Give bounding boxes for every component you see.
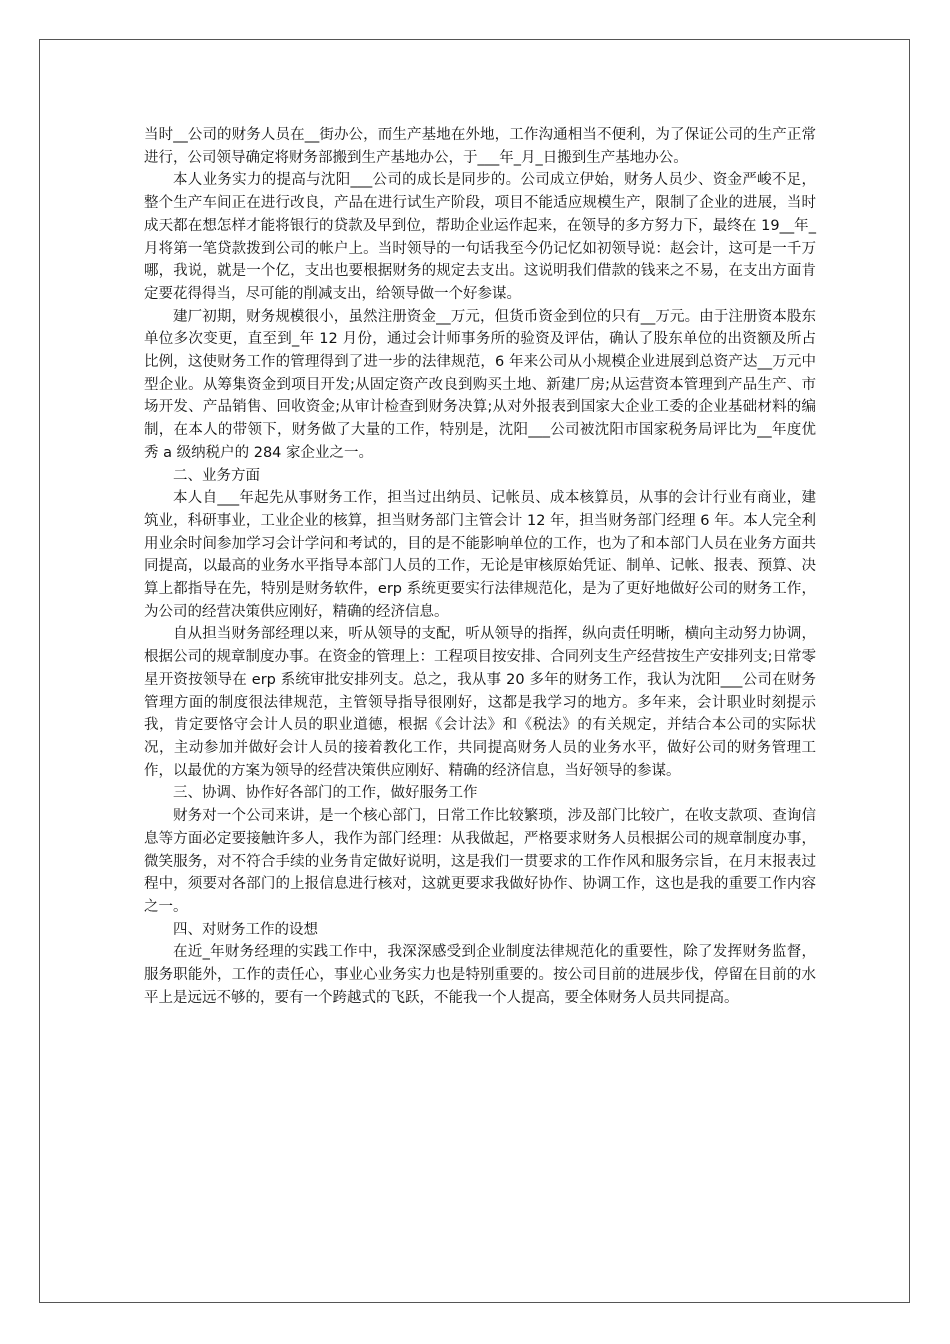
paragraph-early-construction: 建厂初期，财务规模很小，虽然注册资金__万元，但货币资金到位的只有__万元。由于注册资本股东单位多次变更，直至到_年 12 月份，通过会计师事务所的验资及评估，确认了股东单位的出资额及所占比例，这使财务工作的管理得到了进一步的法律规范，6 年来公司从小规模企业进展到总资产达__万元中型企业。从筹集资金到项目开发;从固定资产改良到购买土地、新建厂房;从运营资本管理到产品生产、市场开发、产品销售、回收资金;从审计检查到财务决算;从对外报表到国家大企业工委的企业基础材料的编制，在本人的带领下，财务做了大量的工作，特别是，沈阳___公司被沈阳市国家税务局评比为__年度优秀 a 级纳税户的 284 家企业之一。 [144, 308, 816, 461]
paragraph-growth-with-company: 本人业务实力的提高与沈阳___公司的成长是同步的。公司成立伊始，财务人员少、资金严峻不足，整个生产车间正在进行改良，产品在进行试生产阶段，项目不能适应规模生产，限制了企业的进展，当时成天都在想怎样才能将银行的贷款及早到位，帮助企业运作起来，在领导的多方努力下，最终在 19__年_月将第一笔贷款拨到公司的帐户上。当时领导的一句话我至今仍记忆如初领导说：赵会计，这可是一千万哪，我说，就是一个亿，支出也要根据财务的规定去支出。这说明我们借款的钱来之不易，在支出方面肯定要花得得当，尽可能的削减支出，给领导做一个好参谋。 [144, 172, 816, 302]
paragraph-coordination: 财务对一个公司来讲，是一个核心部门，日常工作比较繁琐，涉及部门比较广，在收支款项、查询信息等方面必定要接触许多人，我作为部门经理：从我做起，严格要求财务人员根据公司的规章制度办事，微笑服务，对不符合手续的业务肯定做好说明，这是我们一贯要求的工作作风和服务宗旨，在月末报表过程中，须要对各部门的上报信息进行核对，这就更要求我做好协作、协调工作，这也是我的重要工作内容之一。 [144, 808, 816, 915]
paragraph-manager-duties: 自从担当财务部经理以来，听从领导的支配，听从领导的指挥，纵向责任明晰，横向主动努力协调，根据公司的规章制度办事。在资金的管理上：工程项目按安排、合同列支生产经营按生产安排列支;日常零星开资按领导在 erp 系统审批安排列支。总之，我从事 20 多年的财务工作，我认为沈阳___公司在财务管理方面的制度很法律规范，主管领导指导很刚好，这都是我学习的地方。多年来，会计职业时刻提示我，肯定要恪守会计人员的职业道德，根据《会计法》和《税法》的有关规定，并结合本公司的实际状况，主动参加并做好会计人员的接着教化工作，共同提高财务人员的业务水平，做好公司的财务管理工作，以最优的方案为领导的经营决策供应刚好、精确的经济信息，当好领导的参谋。 [144, 626, 816, 779]
section-heading-business: 二、业务方面 [173, 467, 260, 484]
paragraph-work-history: 本人自___年起先从事财务工作，担当过出纳员、记帐员、成本核算员，从事的会计行业有商业，建筑业，科研事业，工业企业的核算，担当财务部门主管会计 12 年，担当财务部门经理 6 年。本人完全利用业余时间参加学习会计学问和考试的，目的是不能影响单位的工作，也为了和本部门人员在业务方面共同提高，以最高的业务水平指导本部门人员的工作，无论是审核原始凭证、制单、记帐、报表、预算、决算上都指导在先，特别是财务软件，erp 系统更要实行法律规范化，是为了更好地做好公司的财务工作，为公司的经营决策供应刚好，精确的经济信息。 [144, 490, 816, 620]
document-body [144, 124, 816, 1009]
paragraph-outlook: 在近_年财务经理的实践工作中，我深深感受到企业制度法律规范化的重要性，除了发挥财务监督，服务职能外，工作的责任心，事业心业务实力也是特别重要的。按公司目前的进展步伐，停留在目前的水平上是远远不够的，要有一个跨越式的飞跃，不能我一个人提高，要全体财务人员共同提高。 [144, 944, 816, 1006]
section-heading-outlook: 四、对财务工作的设想 [173, 921, 318, 938]
paragraph-office-relocation: 当时__公司的财务人员在__街办公，而生产基地在外地，工作沟通相当不便利，为了保证公司的生产正常进行，公司领导确定将财务部搬到生产基地办公，于___年_月_日搬到生产基地办公。 [144, 127, 816, 166]
section-heading-coordination: 三、协调、协作好各部门的工作，做好服务工作 [173, 785, 478, 802]
